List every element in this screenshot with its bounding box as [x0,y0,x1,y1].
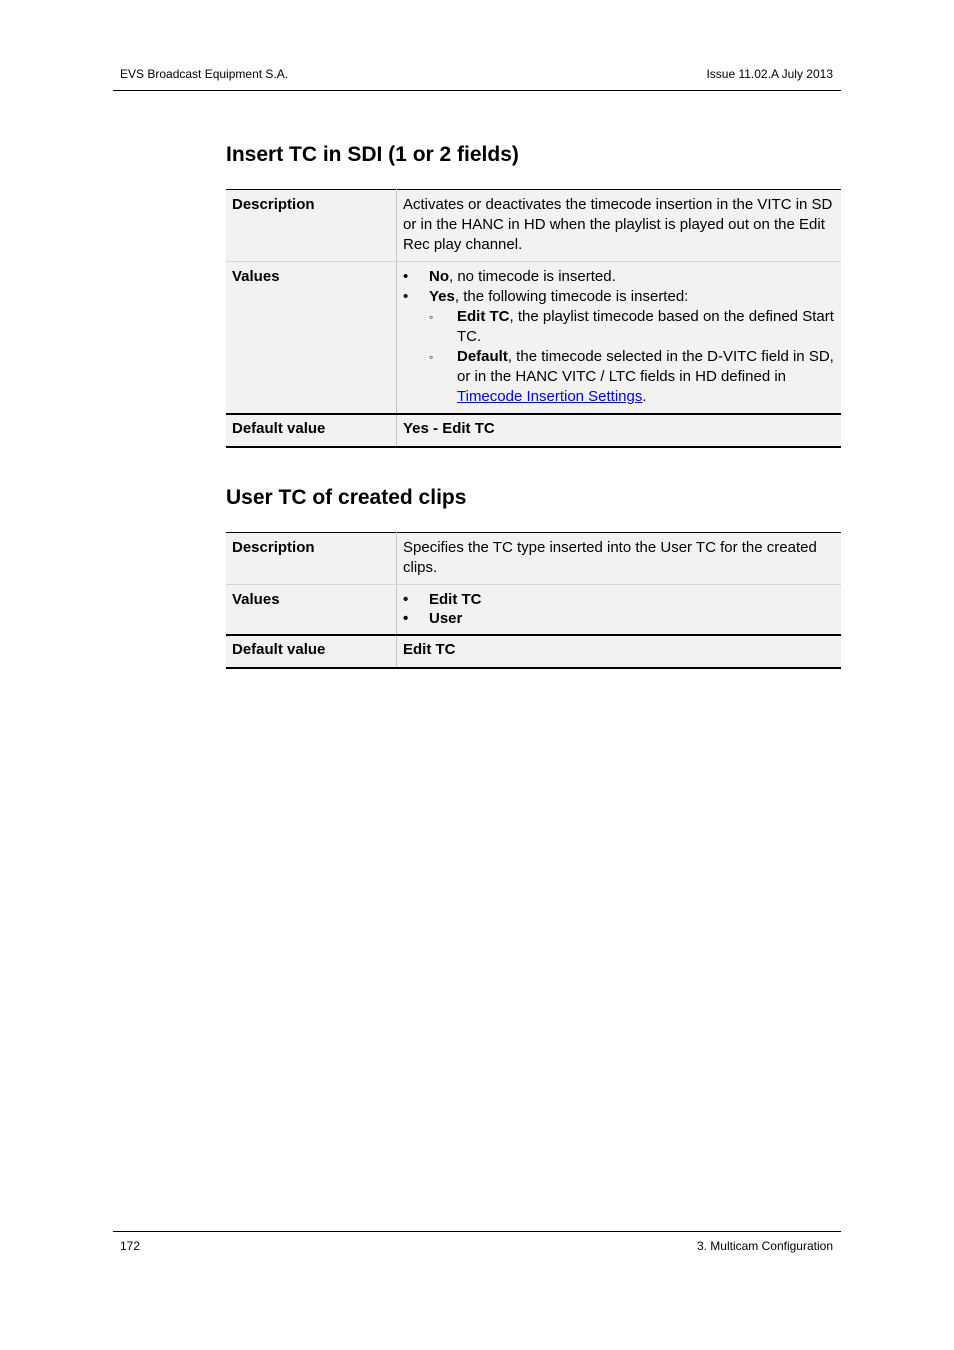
row-value [397,585,842,636]
values-list [403,267,835,407]
row-key: Default value [226,414,397,447]
list-item: • User [403,609,835,628]
header-company: EVS Broadcast Equipment S.A. [120,67,289,81]
row-value: Yes - Edit TC [397,414,842,447]
list-item: • Edit TC [403,590,835,609]
list-item [403,287,835,407]
row-key: Description [226,533,397,585]
table-row [226,190,841,262]
value-text: , no timecode is inserted. [449,268,616,285]
footer-rule [113,1231,841,1232]
row-key: Description [226,190,397,262]
row-value [397,262,842,415]
list-item [429,347,835,407]
row-value: Edit TC [397,635,842,668]
header-issue: Issue 11.02.A July 2013 [706,67,833,81]
timecode-insertion-settings-link[interactable]: Timecode Insertion Settings [457,388,643,405]
list-item [403,267,835,287]
row-value: Activates or deactivates the timecode insertion in the VITC in SD or in the HANC in HD when the playlist is played out on the Edit Rec play channel. [397,190,842,262]
sub-values-list [429,307,835,407]
value-text: , the following timecode is inserted: [454,288,689,305]
row-key: Default value [226,635,397,668]
row-key: Values [226,585,397,636]
user-tc-table [226,532,841,669]
value-term: No [429,268,449,285]
list-item [429,307,835,347]
insert-tc-table [226,189,841,448]
value-text: , the timecode selected in the D-VITC field in SD, or in the HANC VITC / LTC fields in HD defined in [457,348,834,385]
value-term: Edit TC [457,308,510,325]
section-title-insert-tc: Insert TC in SDI (1 or 2 fields) [226,143,519,166]
footer-chapter: 3. Multicam Configuration [696,1239,833,1253]
values-list [403,590,835,628]
table-row [226,414,841,447]
row-key: Values [226,262,397,415]
table-row [226,585,841,636]
value-term: Default [457,348,508,365]
footer-page-number: 172 [120,1239,141,1253]
table-row [226,635,841,668]
value-text: . [642,388,647,405]
table-row [226,262,841,415]
row-value: Specifies the TC type inserted into the User TC for the created clips. [397,533,842,585]
header-rule [113,90,841,91]
value-text: , the playlist timecode based on the defined Start TC. [457,308,834,345]
table-row [226,533,841,585]
value-term: Yes [429,288,455,305]
section-title-user-tc: User TC of created clips [226,486,467,509]
